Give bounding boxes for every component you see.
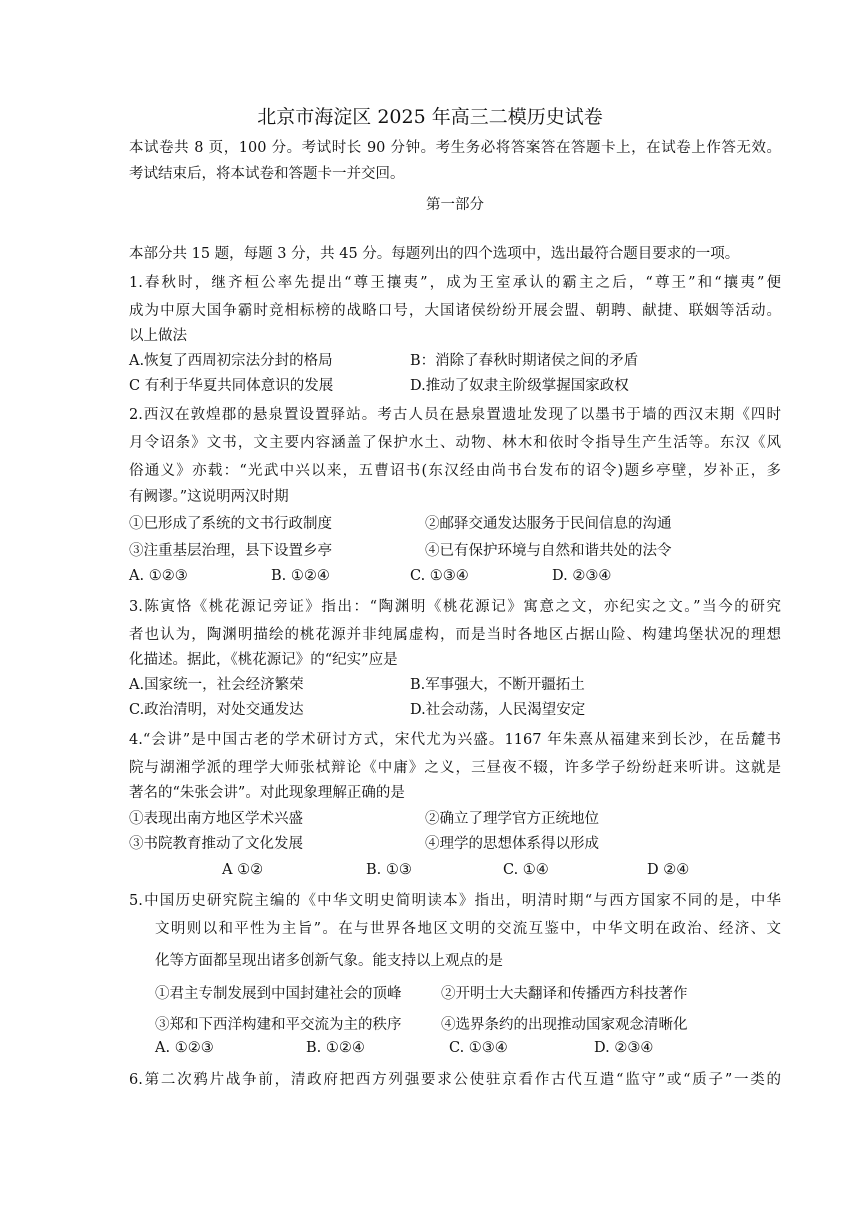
intro-line: 考试结束后，将本试卷和答题卡一并交回。 — [129, 166, 405, 182]
question-1-option-d: D.推动了奴隶主阶级掌握国家政权 — [410, 378, 629, 394]
question-3-stem: 3.陈寅恪《桃花源记旁证》指出：“陶渊明《桃花源记》寓意之文，亦纪实之文。”当今的研究 — [129, 599, 781, 615]
question-4-option-c: C. ①④ — [503, 862, 549, 878]
question-1-option-c: C 有利于华夏共同体意识的发展 — [129, 378, 334, 394]
question-5-stem: 文明则以和平性为主旨”。在与世界各地区文明的交流互鉴中，中华文明在政治、经济、文 — [155, 921, 781, 937]
section-instruction: 本部分共 15 题，每题 3 分，共 45 分。每题列出的四个选项中，选出最符合题目要求的一项。 — [129, 246, 740, 262]
question-5-option-c: C. ①③④ — [449, 1040, 508, 1056]
question-2-stem: 月令诏条》文书，文主要内容涵盖了保护水土、动物、林木和依时令指导生产生活等。东汉《风 — [129, 435, 781, 451]
question-4-statement-4: ④理学的思想体系得以形成 — [425, 836, 599, 852]
question-3-option-d: D.社会动荡，人民渴望安定 — [410, 702, 586, 718]
question-5-option-d: D. ②③④ — [594, 1040, 654, 1056]
question-3-option-c: C.政治清明，对处交通发达 — [129, 702, 304, 718]
question-4-statement-1: ①表现出南方地区学术兴盛 — [129, 811, 303, 827]
question-5-option-b: B. ①②④ — [306, 1040, 365, 1056]
section-title: 第一部分 — [426, 197, 484, 213]
question-1-stem: 以上做法 — [129, 328, 187, 344]
question-5-stem: 5.中国历史研究院主编的《中华文明史简明读本》指出，明清时期“与西方国家不同的是，中华 — [129, 893, 781, 909]
question-2-stem: 俗通义》亦载：“光武中兴以来，五曹诏书(东汉经由尚书台发布的诏令)题乡亭壁，岁补正，多 — [129, 463, 781, 479]
question-2-stem: 2.西汉在敦煌郡的悬泉置设置驿站。考古人员在悬泉置遗址发现了以墨书于墙的西汉末期《四时 — [129, 407, 781, 423]
question-2-statement-3: ③注重基层治理，县下设置乡亭 — [129, 543, 332, 559]
question-2-option-d: D. ②③④ — [552, 568, 612, 584]
intro-line: 本试卷共 8 页，100 分。考试时长 90 分钟。考生务必将答案答在答题卡上，在试卷上作答无效。 — [129, 140, 781, 156]
question-1-option-b: B：消除了春秋时期诸侯之间的矛盾 — [410, 353, 639, 369]
question-3-option-b: B.军事强大，不断开疆拓土 — [410, 677, 585, 693]
question-1-stem: 1.春秋时，继齐桓公率先提出“尊王攘夷”，成为王室承认的霸主之后，“尊王”和“攘夷”便 — [129, 275, 781, 291]
question-2-option-c: C. ①③④ — [410, 568, 469, 584]
question-4-stem: 著名的“朱张会讲”。对此现象理解正确的是 — [129, 785, 405, 801]
question-2-statement-1: ①巳形成了系统的文书行政制度 — [129, 516, 332, 532]
question-3-option-a: A.国家统一，社会经济繁荣 — [129, 677, 304, 693]
question-5-stem: 化等方面都呈现出诸多创新气象。能支持以上观点的是 — [155, 953, 503, 969]
question-5-statement-4: ④选界条约的出现推动国家观念清晰化 — [441, 1017, 688, 1033]
question-2-option-a: A. ①②③ — [129, 568, 188, 584]
question-4-statement-3: ③书院教育推动了文化发展 — [129, 836, 303, 852]
question-5-option-a: A. ①②③ — [155, 1040, 214, 1056]
question-1-stem: 成为中原大国争霸时竞相标榜的战略口号，大国诸侯纷纷开展会盟、朝聘、献捷、联姻等活动。 — [129, 303, 781, 319]
question-4-statement-2: ②确立了理学官方正统地位 — [425, 811, 599, 827]
question-4-stem: 4.“会讲”是中国古老的学术研讨方式，宋代尤为兴盛。1167 年朱熹从福建来到长沙，在岳麓书 — [129, 732, 781, 748]
question-2-option-b: B. ①②④ — [271, 568, 330, 584]
question-4-option-b: B. ①③ — [366, 862, 412, 878]
question-2-stem: 有阙谬。”这说明两汉时期 — [129, 489, 289, 505]
question-6-stem: 6.第二次鸦片战争前，清政府把西方列强要求公使驻京看作古代互遣“监守”或“质子”一类的 — [129, 1072, 781, 1088]
question-5-statement-2: ②开明士大夫翻译和传播西方科技著作 — [441, 986, 688, 1002]
question-3-stem: 者也认为，陶渊明描绘的桃花源并非纯属虚构，而是当时各地区占据山险、构建坞堡状况的理想 — [129, 627, 781, 643]
question-2-statement-4: ④已有保护环境与自然和谐共处的法令 — [425, 543, 672, 559]
question-5-statement-3: ③郑和下西洋构建和平交流为主的秩序 — [155, 1017, 402, 1033]
question-2-statement-2: ②邮驿交通发达服务于民间信息的沟通 — [425, 516, 672, 532]
exam-title: 北京市海淀区 2025 年高三二模历史试卷 — [257, 106, 603, 128]
question-4-option-a: A ①② — [222, 862, 264, 878]
question-4-option-d: D ②④ — [647, 862, 690, 878]
question-3-stem: 化描述。据此，《桃花源记》的“纪实”应是 — [129, 652, 398, 668]
question-5-statement-1: ①君主专制发展到中国封建社会的顶峰 — [155, 986, 402, 1002]
question-4-stem: 院与湖湘学派的理学大师张栻辩论《中庸》之义，三昼夜不辍，许多学子纷纷赶来听讲。这就是 — [129, 760, 781, 776]
question-1-option-a: A.恢复了西周初宗法分封的格局 — [129, 353, 333, 369]
